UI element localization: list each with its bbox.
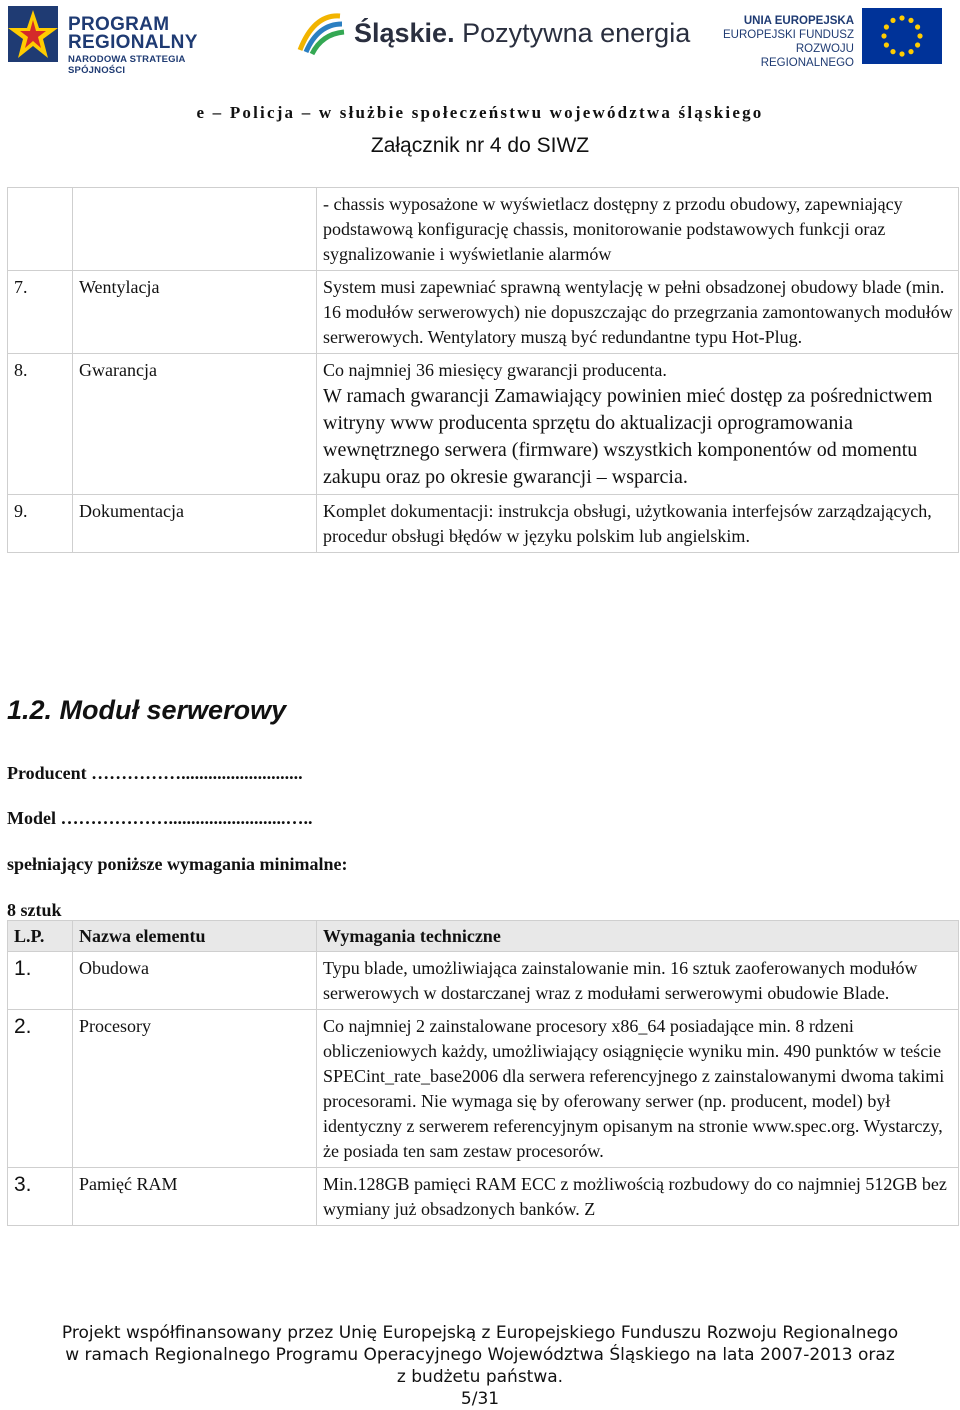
table-row (8, 271, 959, 354)
eu-flag-icon (862, 8, 942, 64)
row-lp: 2. (8, 1010, 73, 1168)
row-requirement: Komplet dokumentacji: instrukcja obsługi, użytkowania interfejsów zarządzających, procedur obsługi błędów w języku polskim lub angielskim. (317, 495, 959, 553)
slaskie-name: Śląskie. (354, 18, 455, 48)
table-row (8, 1010, 959, 1168)
table-row (8, 952, 959, 1010)
program-line3: NARODOWA STRATEGIA SPÓJNOŚCI (68, 54, 186, 76)
row-name: Wentylacja (73, 271, 317, 354)
page-footer (0, 1322, 960, 1410)
footer-line1: Projekt współfinansowany przez Unię Europejską z Europejskiego Funduszu Rozwoju Regionalnego (61, 1323, 899, 1343)
chassis-spec-table (7, 187, 959, 553)
requirement-paragraph: W ramach gwarancji Zamawiający powinien mieć dostęp za pośrednictwem witryny www producenta sprzętu do aktualizacji oprogramowania wewnętrznego serwera (firmware) wszystkich komponentów od momentu zakupu oraz po okresie gwarancji – wsparcia. (323, 385, 933, 488)
program-line2: REGIONALNY (68, 32, 198, 53)
row-requirement: System musi zapewniać sprawną wentylację w pełni obsadzonej obudowy blade (min. 16 modułów serwerowych) nie dopuszczając do przegrzania zamontowanych modułów serwerowych. Wentylatory muszą być redundantne typu Hot-Plug. (317, 271, 959, 354)
row-lp (8, 188, 73, 271)
row-requirement: Min.128GB pamięci RAM ECC z możliwością rozbudowy do co najmniej 512GB bez wymiany już obsadzonych banków. Z (317, 1168, 959, 1226)
program-star-icon (6, 4, 62, 64)
program-line1: PROGRAM (68, 14, 170, 35)
table-header-row (8, 921, 959, 952)
row-name (73, 188, 317, 271)
footer-line2: w ramach Regionalnego Programu Operacyjnego Województwa Śląskiego na lata 2007-2013 oraz (65, 1345, 895, 1365)
slaskie-swoosh-icon (296, 10, 346, 56)
requirement-paragraph: Co najmniej 36 miesięcy gwarancji producenta. (323, 360, 667, 380)
table-row (8, 354, 959, 495)
section-heading: 1.2. Moduł serwerowy (7, 695, 287, 725)
server-module-spec-table (7, 920, 959, 1226)
row-name: Pamięć RAM (73, 1168, 317, 1226)
row-lp: 1. (8, 952, 73, 1010)
slaskie-logo (296, 10, 691, 56)
program-regionalny-logo (6, 4, 226, 76)
table-row (8, 1168, 959, 1226)
row-name: Dokumentacja (73, 495, 317, 553)
row-requirement (317, 354, 959, 495)
page-number: 5/31 (460, 1389, 500, 1409)
row-name: Obudowa (73, 952, 317, 1010)
slaskie-slogan: Pozytywna energia (454, 18, 691, 48)
row-lp: 7. (8, 271, 73, 354)
row-requirement: - chassis wyposażone w wyświetlacz dostępny z przodu obudowy, zapewniający podstawową konfigurację chassis, monitorowanie podstawowych funkcji oraz sygnalizowanie i wyświetlanie alarmów (317, 188, 959, 271)
row-name: Procesory (73, 1010, 317, 1168)
min-requirements-label: spełniający poniższe wymagania minimalne: (7, 854, 348, 874)
model-field: Model ………………..........................….. (7, 808, 313, 828)
annex-title: Załącznik nr 4 do SIWZ (370, 134, 590, 157)
row-requirement: Co najmniej 2 zainstalowane procesory x86_64 posiadające min. 8 rdzeni obliczeniowych każdy, umożliwiający osiągnięcie wyniku min. 490 punktów w teście SPECint_rate_base2006 dla serwera referencyjnego z zainstalowanymi dwoma takimi procesorami. Nie wymaga się by oferowany serwer (np. producent, model) był identyczny z serwerem referencyjnym opisanym na stronie www.spec.org. Wystarczy, że posiada ten sam zestaw procesorów. (317, 1010, 959, 1168)
row-requirement: Typu blade, umożliwiająca zainstalowanie min. 16 sztuk zaoferowanych modułów serwerowych w dostarczanej wraz z modułami serwerowymi obudowie Blade. (317, 952, 959, 1010)
header-logo-bar (0, 0, 960, 76)
table-row (8, 188, 959, 271)
eu-line3: ROZWOJU REGIONALNEGO (760, 43, 854, 69)
quantity-label: 8 sztuk (7, 900, 62, 920)
eu-logo (716, 6, 952, 69)
header-name: Nazwa elementu (73, 921, 317, 952)
header-requirements: Wymagania techniczne (317, 921, 959, 952)
eu-line1: UNIA EUROPEJSKA (743, 15, 854, 27)
header-lp: L.P. (8, 921, 73, 952)
eu-line2: EUROPEJSKI FUNDUSZ (723, 29, 854, 41)
row-lp: 8. (8, 354, 73, 495)
table-row (8, 495, 959, 553)
footer-line3: z budżetu państwa. (396, 1367, 564, 1387)
row-lp: 3. (8, 1168, 73, 1226)
row-lp: 9. (8, 495, 73, 553)
row-name: Gwarancja (73, 354, 317, 495)
running-title: e – Policja – w służbie społeczeństwu województwa śląskiego (196, 103, 764, 122)
producent-field: Producent ……………........................... (7, 763, 303, 783)
